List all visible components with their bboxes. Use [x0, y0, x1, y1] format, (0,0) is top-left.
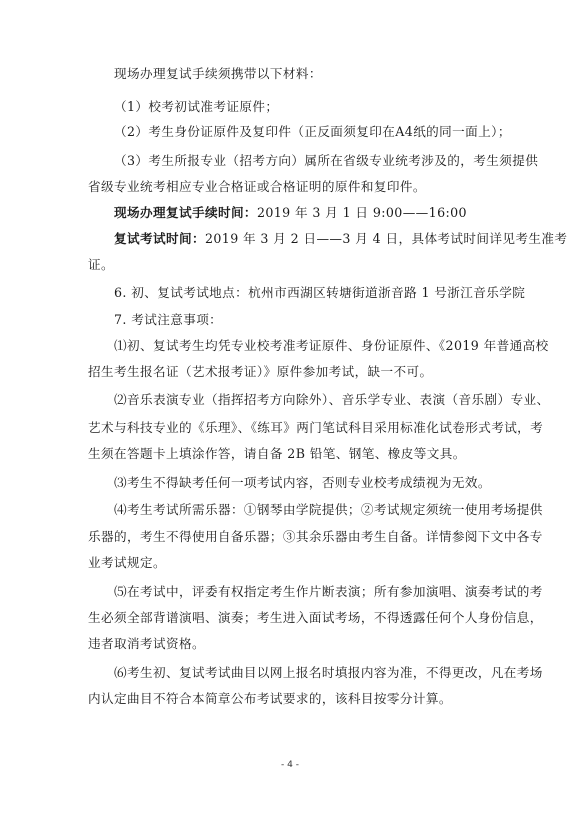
note-1-line-1: ⑴初、复试考生均凭专业校考准考证原件、身份证原件、《2019 年普通高校	[114, 338, 549, 353]
note-2-line-1: ⑵音乐表演专业（指挥招考方向除外）、音乐学专业、表演（音乐剧）专业、	[114, 392, 550, 407]
material-item-3: （3）考生所报专业（招考方向）属所在省级专业统考涉及的，考生须提供	[114, 153, 539, 168]
page-number: - 4 -	[281, 760, 299, 770]
note-4-line-2: 乐器的，考生不得使用自备乐器；③其余乐器由考生自备。详情参阅下文中各专	[88, 529, 543, 544]
retest-time-value: 2019 年 3 月 2 日——3 月 4 日，具体考试时间详见考生准考	[204, 231, 568, 246]
note-5-line-2: 生必须全部背谱演唱、演奏；考生进入面试考场，不得透露任何个人身份信息，	[88, 610, 543, 625]
retest-time-line	[114, 231, 567, 247]
retest-time-label: 复试考试时间：	[114, 231, 205, 246]
materials-intro: 现场办理复试手续须携带以下材料：	[114, 66, 322, 81]
note-3-line-1: ⑶考生不得缺考任何一项考试内容，否则专业校考成绩视为无效。	[114, 475, 491, 490]
note-5-line-3: 违者取消考试资格。	[88, 636, 205, 651]
onsite-time-value: 2019 年 3 月 1 日 9:00——16:00	[256, 205, 467, 220]
note-6-line-2: 内认定曲目不符合本简章公布考试要求的，该科目按零分计算。	[88, 691, 452, 706]
note-2-line-3: 生须在答题卡上填涂作答，请自备 2B 铅笔、钢笔、橡皮等文具。	[88, 446, 466, 461]
onsite-time-line	[114, 205, 467, 221]
retest-time-cont: 证。	[88, 257, 114, 272]
note-6-line-1: ⑹考生初、复试考试曲目以网上报名时填报内容为准，不得更改，凡在考场	[114, 665, 543, 680]
note-4-line-3: 业考试规定。	[88, 555, 166, 570]
material-item-2: （2）考生身份证原件及复印件（正反面须复印在A4纸的同一面上）；	[114, 124, 511, 139]
exam-location: 6. 初、复试考试地点：杭州市西湖区转塘街道浙音路 1 号浙江音乐学院	[114, 285, 526, 300]
material-item-3-cont: 省级专业统考相应专业合格证或合格证明的原件和复印件。	[88, 179, 426, 194]
note-2-line-2: 艺术与科技专业的《乐理》、《练耳》两门笔试科目采用标准化试卷形式考试，考	[88, 420, 544, 435]
material-item-1: （1）校考初试准考证原件；	[114, 99, 279, 114]
note-5-line-1: ⑸在考试中，评委有权指定考生作片断表演；所有参加演唱、演奏考试的考	[114, 584, 543, 599]
exam-notes-heading: 7. 考试注意事项：	[114, 312, 223, 327]
onsite-time-label: 现场办理复试手续时间：	[114, 205, 257, 220]
note-1-line-2: 招生考生报名证（艺术报考证）》原件参加考试，缺一不可。	[88, 364, 433, 379]
note-4-line-1: ⑷考生考试所需乐器：①钢琴由学院提供；②考试规定须统一使用考场提供	[114, 502, 543, 517]
